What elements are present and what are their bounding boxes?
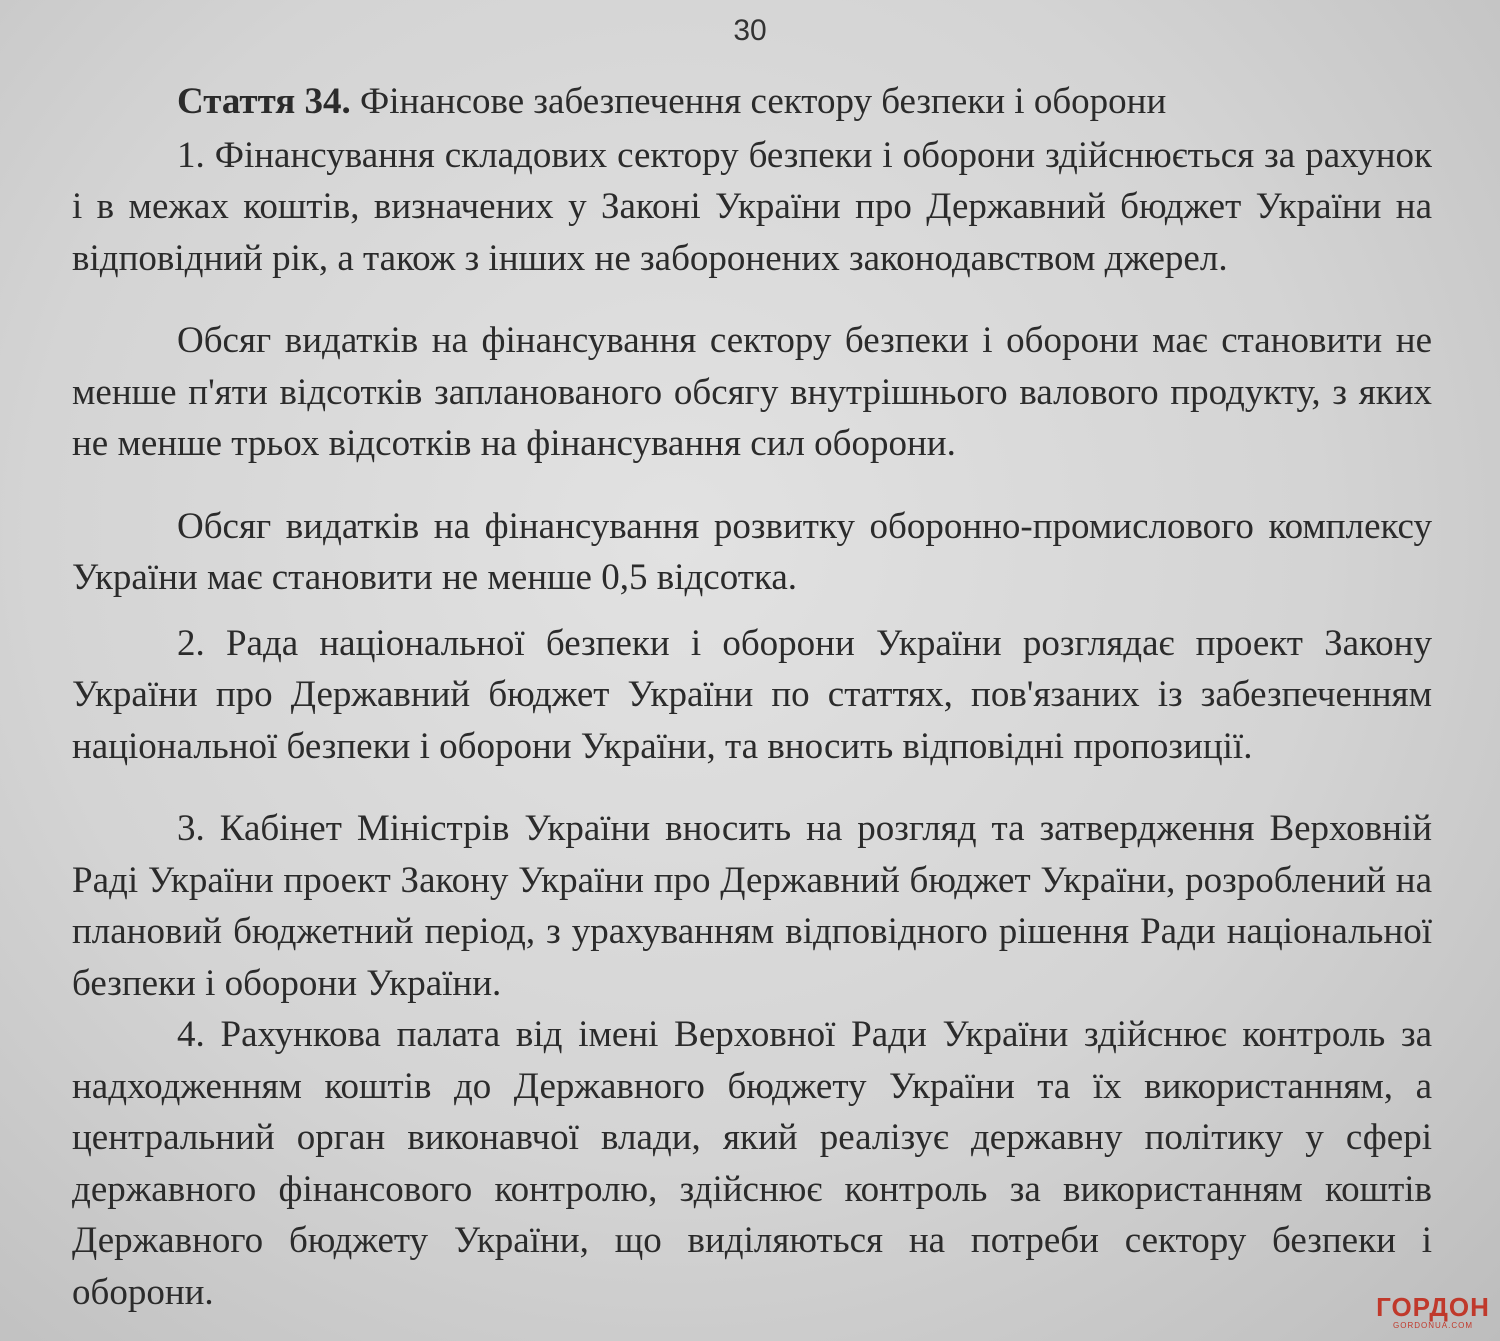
gordon-watermark-logo	[1374, 1293, 1492, 1331]
document-body	[72, 76, 1432, 1318]
article-number: Стаття 34.	[177, 81, 351, 122]
paragraph-2: Обсяг видатків на фінансування сектору безпеки і оборони має становити не менше п'яти відсотків запланованого обсягу внутрішнього валового продукту, з яких не менше трьох відсотків на фінансування сил оборони.	[72, 320, 1432, 464]
watermark-main: ГОРДОН	[1376, 1292, 1490, 1322]
paragraph-3: Обсяг видатків на фінансування розвитку оборонно-промислового комплексу України має становити не менше 0,5 відсотка.	[72, 505, 1432, 598]
page-number: 30	[733, 14, 767, 47]
article-title: Фінансове забезпечення сектору безпеки і оборони	[350, 81, 1167, 122]
paragraph-5: 3. Кабінет Міністрів України вносить на розгляд та затвердження Верховній Раді України проект Закону України про Державний бюджет України, розроблений на плановий бюджетний період, з урахуванням відповідного рішення Ради національної безпеки і оборони України.	[72, 808, 1432, 1004]
paragraph-6: 4. Рахункова палата від імені Верховної Ради України здійснює контроль за надходженням коштів до Державного бюджету України та їх використанням, а центральний орган виконавчої влади, який реалізує державну політику у сфері державного фінансового контролю, здійснює контроль за використанням коштів Державного бюджету України, що виділяються на потреби сектору безпеки і оборони.	[72, 1014, 1432, 1313]
paragraph-1: 1. Фінансування складових сектору безпеки і оборони здійснюється за рахунок і в межах коштів, визначених у Законі України про Державний бюджет України на відповідний рік, а також з інших не заборонених законодавством джерел.	[72, 134, 1432, 279]
watermark-sub: GORDONUA.COM	[1393, 1321, 1473, 1330]
article-heading	[72, 76, 1432, 128]
paragraph-4: 2. Рада національної безпеки і оборони України розглядає проект Закону України про Державний бюджет України по статтях, пов'язаних із забезпеченням національної безпеки і оборони України, та вносить відповідні пропозиції.	[72, 622, 1432, 767]
